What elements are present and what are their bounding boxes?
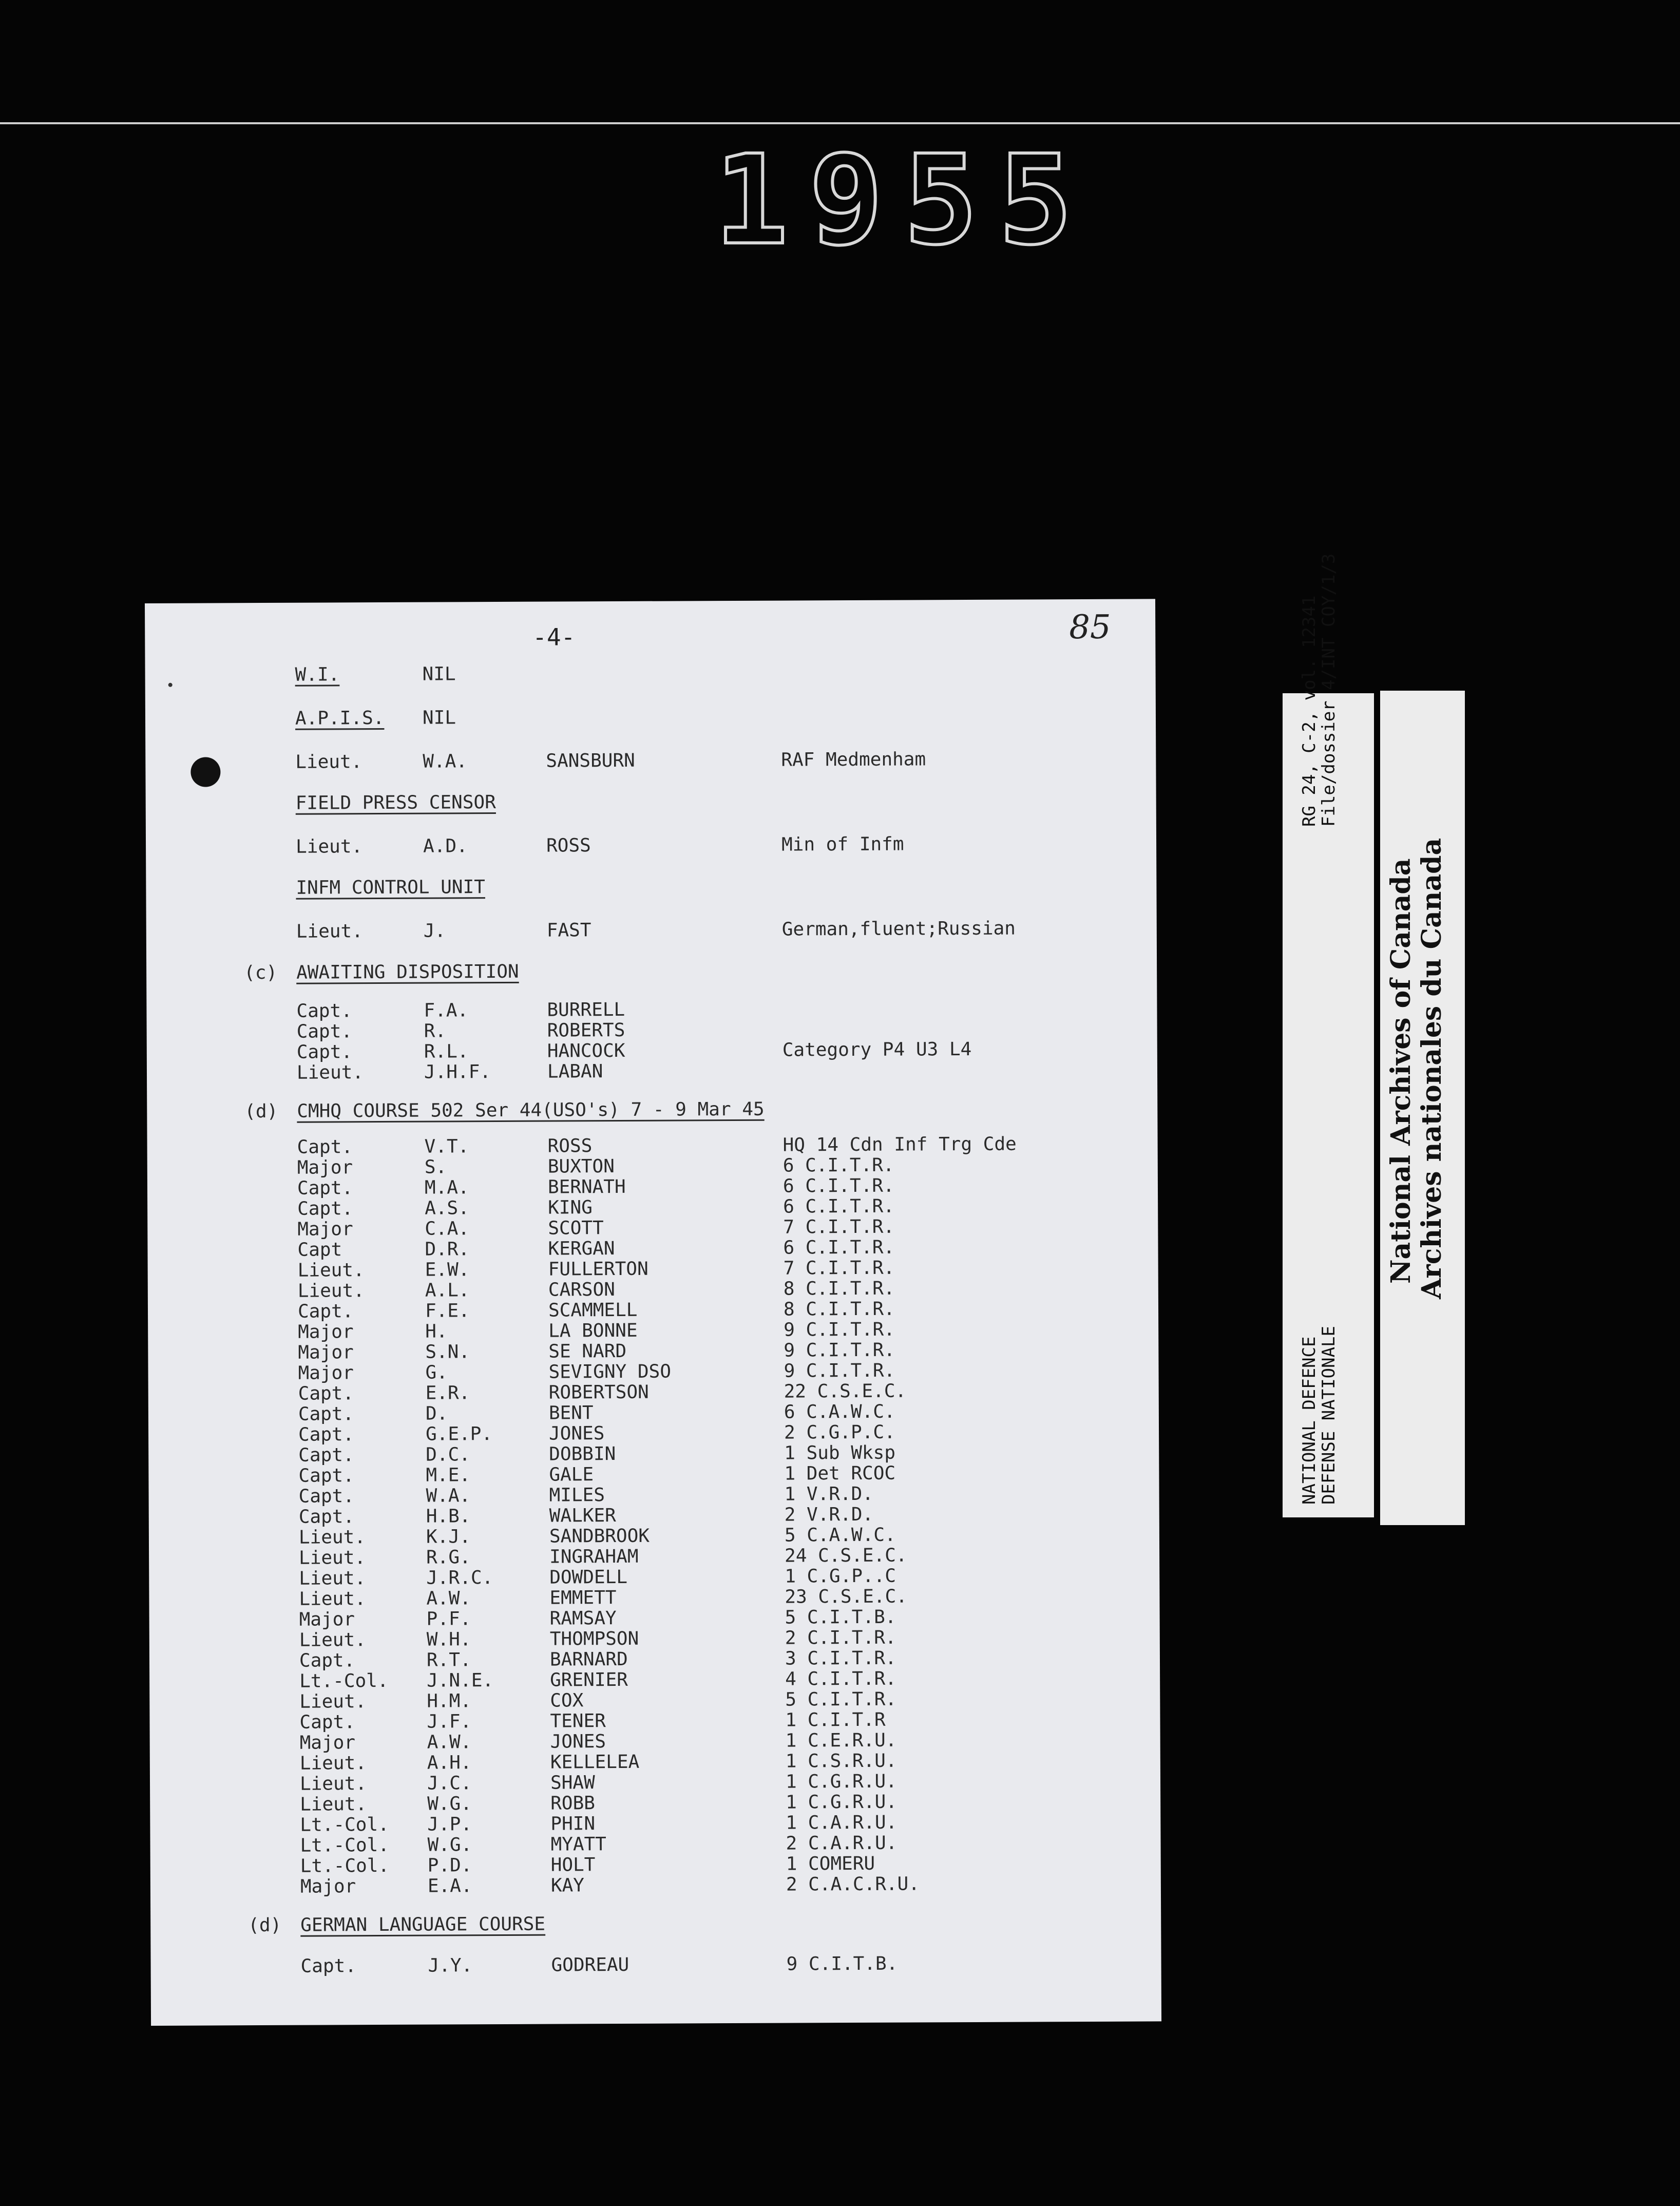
unit-cell: 1 C.I.T.R xyxy=(785,1709,886,1731)
surname-cell: THOMPSON xyxy=(549,1628,639,1650)
unit-cell: HQ 14 Cdn Inf Trg Cde xyxy=(782,1133,1017,1156)
unit-cell: 23 C.S.E.C. xyxy=(785,1586,907,1608)
archives-french-label: Archives nationales du Canada xyxy=(1416,838,1447,1299)
ink-dot xyxy=(168,683,173,687)
unit-cell: 3 C.I.T.R. xyxy=(785,1647,896,1669)
surname-cell: DOBBIN xyxy=(549,1443,616,1465)
rank-cell: Capt. xyxy=(298,1486,355,1507)
initials-cell: D.C. xyxy=(426,1444,471,1466)
surname-cell: LABAN xyxy=(547,1061,603,1082)
initials-cell: M.E. xyxy=(426,1465,471,1486)
initials-cell: E.W. xyxy=(425,1259,470,1281)
surname-cell: COX xyxy=(550,1690,584,1711)
initials-cell: H.B. xyxy=(426,1506,471,1527)
surname-cell: BENT xyxy=(548,1402,594,1424)
unit-cell: 6 C.A.W.C. xyxy=(784,1401,895,1423)
surname-cell: DOWDELL xyxy=(549,1566,628,1588)
initials-cell: J.P. xyxy=(427,1814,472,1835)
surname-cell: BURRELL xyxy=(547,999,625,1021)
section-marker: (d) xyxy=(244,1100,278,1123)
unit-cell: 2 C.I.T.R. xyxy=(785,1627,896,1649)
initials-cell: J.Y. xyxy=(428,1955,473,1976)
unit-cell: 22 C.S.E.C. xyxy=(784,1380,907,1402)
rank-cell: Lt.-Col. xyxy=(299,1670,389,1692)
surname-cell: SCOTT xyxy=(548,1218,604,1239)
surname-cell: KING xyxy=(548,1197,593,1219)
initials-cell: F.E. xyxy=(425,1300,470,1322)
surname-cell: INGRAHAM xyxy=(549,1546,639,1568)
initials-cell: A.S. xyxy=(425,1197,469,1219)
rank-cell: Major xyxy=(299,1732,356,1754)
rank-cell: Lieut. xyxy=(295,836,363,858)
page-number: -4- xyxy=(532,623,576,651)
rank-cell: Major xyxy=(297,1157,353,1178)
unit-cell: Min of Infm xyxy=(781,833,904,855)
unit-cell: 8 C.I.T.R. xyxy=(783,1278,895,1300)
film-top-line xyxy=(0,122,1680,124)
section-heading: INFM CONTROL UNIT xyxy=(296,877,485,899)
section-heading: GERMAN LANGUAGE COURSE xyxy=(300,1913,546,1936)
rank-cell: Lt.-Col. xyxy=(300,1814,389,1836)
unit-cell: Category P4 U3 L4 xyxy=(782,1038,972,1061)
unit-cell: 2 C.G.P.C. xyxy=(784,1421,895,1443)
initials-cell: J.N.E. xyxy=(427,1670,494,1691)
initials-cell: NIL xyxy=(422,707,456,729)
rank-cell: Lieut. xyxy=(297,1280,365,1302)
section-heading: W.I. xyxy=(295,664,340,686)
surname-cell: TENER xyxy=(550,1710,606,1732)
surname-cell: CARSON xyxy=(548,1279,615,1301)
rank-cell: Lieut. xyxy=(299,1753,367,1774)
rank-cell: Capt xyxy=(297,1239,342,1261)
initials-cell: V.T. xyxy=(424,1136,469,1157)
initials-cell: A.W. xyxy=(426,1588,471,1609)
surname-cell: RAMSAY xyxy=(549,1608,617,1629)
surname-cell: KAY xyxy=(550,1875,585,1896)
rank-cell: Major xyxy=(298,1362,354,1384)
surname-cell: ROBERTS xyxy=(547,1019,625,1041)
rank-cell: Lieut. xyxy=(296,1062,364,1083)
rank-cell: Lieut. xyxy=(299,1773,367,1795)
section-marker: (d) xyxy=(248,1914,282,1936)
initials-cell: E.A. xyxy=(427,1875,472,1897)
archive-reference-line-2: File/dossier 4/INT COY/1/3 xyxy=(1319,553,1339,827)
surname-cell: SHAW xyxy=(550,1772,595,1794)
surname-cell: SANDBROOK xyxy=(549,1525,650,1547)
section-heading: A.P.I.S. xyxy=(295,707,385,729)
rank-cell: Capt. xyxy=(298,1403,354,1425)
initials-cell: D. xyxy=(425,1403,448,1424)
handwritten-page-number: 85 xyxy=(1069,608,1111,647)
initials-cell: NIL xyxy=(422,663,456,685)
initials-cell: D.R. xyxy=(425,1239,470,1260)
surname-cell: HOLT xyxy=(550,1854,596,1876)
rank-cell: Major xyxy=(298,1321,354,1343)
rank-cell: Capt. xyxy=(298,1465,354,1487)
unit-cell: 5 C.I.T.R. xyxy=(785,1688,897,1710)
rank-cell: Capt. xyxy=(299,1650,355,1671)
surname-cell: KERGAN xyxy=(548,1238,615,1260)
rank-cell: Capt. xyxy=(297,1198,353,1220)
rank-cell: Lieut. xyxy=(295,751,362,773)
rank-cell: Capt. xyxy=(297,1177,353,1199)
rank-cell: Lieut. xyxy=(299,1691,367,1713)
initials-cell: W.A. xyxy=(423,751,468,772)
rank-cell: Lt.-Col. xyxy=(300,1834,390,1856)
initials-cell: R.T. xyxy=(426,1649,471,1671)
rank-cell: Lieut. xyxy=(299,1547,366,1569)
unit-cell: 24 C.S.E.C. xyxy=(785,1545,907,1567)
rank-cell: Capt. xyxy=(296,1041,353,1063)
surname-cell: SCAMMELL xyxy=(548,1299,638,1321)
unit-cell: 1 C.E.R.U. xyxy=(785,1729,897,1752)
surname-cell: ROBERTSON xyxy=(548,1381,649,1403)
initials-cell: H.M. xyxy=(427,1690,472,1712)
initials-cell: S. xyxy=(424,1156,447,1178)
unit-cell: 2 C.A.R.U. xyxy=(786,1832,898,1854)
unit-cell: 1 C.A.R.U. xyxy=(786,1812,898,1834)
section-heading: AWAITING DISPOSITION xyxy=(296,961,519,983)
surname-cell: MILES xyxy=(549,1485,605,1506)
surname-cell: WALKER xyxy=(549,1505,616,1527)
unit-cell: 9 C.I.T.B. xyxy=(786,1953,898,1975)
initials-cell: R.G. xyxy=(426,1547,471,1568)
unit-cell: 1 Sub Wksp xyxy=(784,1442,896,1464)
initials-cell: A.H. xyxy=(427,1752,472,1774)
surname-cell: ROSS xyxy=(546,835,591,857)
unit-cell: 5 C.I.T.B. xyxy=(785,1606,896,1628)
rank-cell: Lieut. xyxy=(300,1794,367,1815)
rank-cell: Capt. xyxy=(298,1383,354,1404)
document-page xyxy=(145,599,1161,2026)
punch-hole xyxy=(190,757,220,787)
surname-cell: JONES xyxy=(548,1423,605,1444)
surname-cell: EMMETT xyxy=(549,1587,617,1609)
unit-cell: 1 Det RCOC xyxy=(784,1462,896,1485)
section-heading: FIELD PRESS CENSOR xyxy=(295,792,496,814)
surname-cell: PHIN xyxy=(550,1813,596,1835)
initials-cell: S.N. xyxy=(425,1341,470,1363)
initials-cell: J.C. xyxy=(427,1773,472,1794)
initials-cell: W.H. xyxy=(426,1629,471,1650)
surname-cell: ROSS xyxy=(547,1135,593,1157)
initials-cell: A.D. xyxy=(423,835,468,857)
initials-cell: W.G. xyxy=(427,1834,472,1856)
unit-cell: 9 C.I.T.R. xyxy=(784,1319,895,1341)
surname-cell: JONES xyxy=(550,1731,606,1753)
unit-cell: German,fluent;Russian xyxy=(781,918,1016,940)
unit-cell: 6 C.I.T.R. xyxy=(783,1195,894,1218)
initials-cell: G.E.P. xyxy=(425,1423,493,1445)
surname-cell: BARNARD xyxy=(549,1648,628,1670)
surname-cell: MYATT xyxy=(550,1834,607,1855)
rank-cell: Major xyxy=(300,1876,356,1897)
rank-cell: Major xyxy=(297,1219,353,1240)
unit-cell: 9 C.I.T.R. xyxy=(784,1339,895,1361)
unit-cell: 6 C.I.T.R. xyxy=(782,1154,894,1176)
unit-cell: 8 C.I.T.R. xyxy=(783,1298,895,1320)
surname-cell: FAST xyxy=(546,920,591,941)
film-year-stamp: 1955 xyxy=(714,128,1093,272)
rank-cell: Lieut. xyxy=(298,1527,366,1548)
surname-cell: KELLELEA xyxy=(550,1751,640,1773)
section-heading: CMHQ COURSE 502 Ser 44(USO's) 7 - 9 Mar 45 xyxy=(297,1098,765,1122)
unit-cell: 1 COMERU xyxy=(786,1853,875,1875)
unit-cell: 1 C.S.R.U. xyxy=(785,1750,897,1772)
rank-cell: Capt. xyxy=(296,1000,352,1022)
rank-cell: Lieut. xyxy=(297,1260,365,1281)
initials-cell: J.R.C. xyxy=(426,1567,493,1589)
surname-cell: SE NARD xyxy=(548,1340,627,1362)
unit-cell: 7 C.I.T.R. xyxy=(783,1216,895,1238)
rank-cell: Lt.-Col. xyxy=(300,1855,390,1877)
rank-cell: Lieut. xyxy=(299,1568,366,1589)
surname-cell: GODREAU xyxy=(551,1954,629,1976)
unit-cell: 7 C.I.T.R. xyxy=(783,1257,895,1279)
defense-nationale-label: DEFENSE NATIONALE xyxy=(1319,1326,1339,1505)
initials-cell: P.F. xyxy=(426,1608,471,1630)
surname-cell: BERNATH xyxy=(547,1176,626,1198)
unit-cell: 6 C.I.T.R. xyxy=(782,1175,894,1197)
initials-cell: J. xyxy=(423,920,446,942)
initials-cell: J.F. xyxy=(427,1711,472,1733)
initials-cell: E.R. xyxy=(425,1382,470,1404)
unit-cell: RAF Medmenham xyxy=(781,749,926,771)
initials-cell: R. xyxy=(424,1020,447,1042)
archive-reference-line-1: RG 24, C-2, vol. 12341 xyxy=(1299,595,1320,827)
rank-cell: Capt. xyxy=(300,1955,357,1977)
rank-cell: Lieut. xyxy=(299,1588,366,1610)
surname-cell: GALE xyxy=(549,1464,594,1486)
rank-cell: Capt. xyxy=(297,1301,354,1322)
initials-cell: G. xyxy=(425,1362,448,1383)
rank-cell: Capt. xyxy=(298,1444,354,1466)
initials-cell: C.A. xyxy=(425,1218,470,1240)
unit-cell: 2 C.A.C.R.U. xyxy=(786,1873,920,1895)
initials-cell: J.H.F. xyxy=(424,1061,491,1083)
surname-cell: HANCOCK xyxy=(547,1040,625,1062)
unit-cell: 4 C.I.T.R. xyxy=(785,1668,896,1690)
initials-cell: W.A. xyxy=(426,1485,471,1507)
surname-cell: LA BONNE xyxy=(548,1320,638,1342)
rank-cell: Lieut. xyxy=(299,1629,366,1651)
archives-english-label: National Archives of Canada xyxy=(1385,858,1417,1284)
rank-cell: Capt. xyxy=(297,1136,353,1158)
initials-cell: H. xyxy=(425,1321,448,1342)
section-marker: (c) xyxy=(244,962,278,984)
rank-cell: Capt. xyxy=(298,1424,354,1446)
surname-cell: GRENIER xyxy=(550,1669,628,1691)
rank-cell: Lieut. xyxy=(296,921,363,942)
rank-cell: Major xyxy=(298,1342,354,1363)
initials-cell: W.G. xyxy=(427,1793,472,1815)
national-defence-label: NATIONAL DEFENCE xyxy=(1299,1336,1320,1505)
initials-cell: A.L. xyxy=(425,1280,470,1301)
surname-cell: SANSBURN xyxy=(546,750,635,772)
surname-cell: ROBB xyxy=(550,1793,595,1814)
unit-cell: 1 V.R.D. xyxy=(784,1483,874,1505)
unit-cell: 1 C.G.P..C xyxy=(785,1565,896,1587)
unit-cell: 1 C.G.R.U. xyxy=(785,1771,897,1793)
initials-cell: R.L. xyxy=(424,1041,469,1062)
unit-cell: 2 V.R.D. xyxy=(784,1504,874,1526)
initials-cell: K.J. xyxy=(426,1526,471,1548)
surname-cell: SEVIGNY DSO xyxy=(548,1361,672,1383)
surname-cell: FULLERTON xyxy=(548,1258,648,1280)
rank-cell: Capt. xyxy=(299,1711,355,1733)
unit-cell: 9 C.I.T.R. xyxy=(784,1360,895,1382)
initials-cell: P.D. xyxy=(427,1855,472,1876)
unit-cell: 6 C.I.T.R. xyxy=(783,1237,895,1259)
initials-cell: F.A. xyxy=(424,1000,469,1021)
surname-cell: BUXTON xyxy=(547,1156,615,1177)
initials-cell: A.W. xyxy=(427,1732,472,1753)
unit-cell: 1 C.G.R.U. xyxy=(786,1791,898,1813)
unit-cell: 5 C.A.W.C. xyxy=(784,1524,896,1546)
rank-cell: Major xyxy=(299,1609,355,1630)
rank-cell: Capt. xyxy=(298,1506,355,1528)
rank-cell: Capt. xyxy=(296,1021,353,1042)
initials-cell: M.A. xyxy=(424,1177,469,1199)
